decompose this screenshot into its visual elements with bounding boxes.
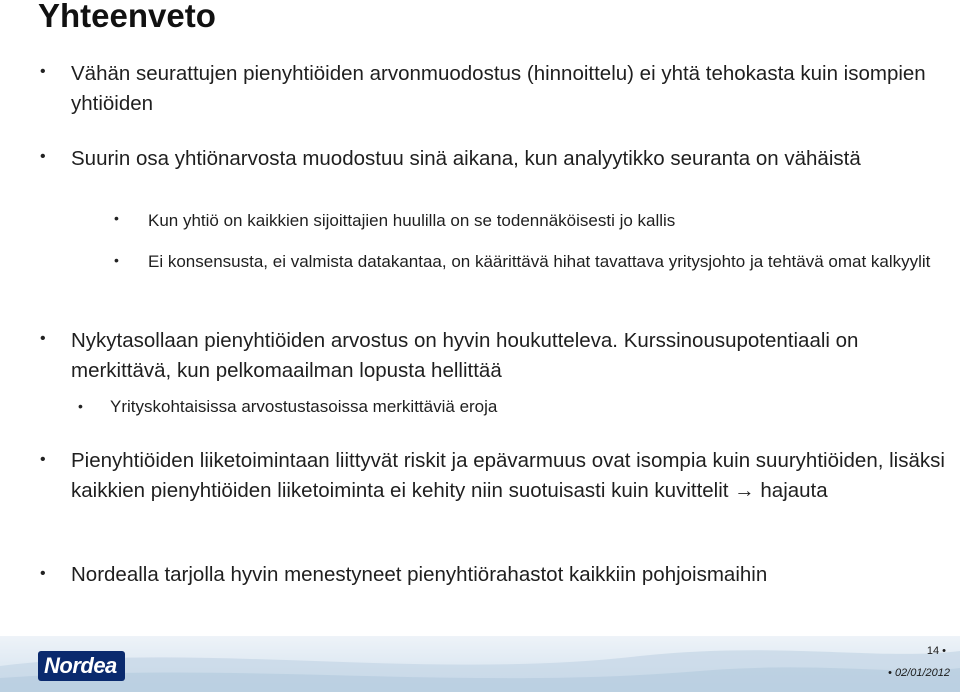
page-number [927,645,946,657]
date-bullet: • [888,667,892,679]
arrow-right-icon: → [734,479,755,502]
bullet-item-5: Nordealla tarjolla hyvin menestyneet pienyhtiörahastot kaikkiin pohjoismaihin [71,563,768,586]
sub-bullet-item-2-1: Kun yhtiö on kaikkien sijoittajien huulilla on se todennäköisesti jo kallis [148,211,676,230]
bullet-marker: • [40,63,46,80]
bullet-item-4-text: Pienyhtiöiden liiketoimintaan liittyvät riskit ja epävarmuus ovat isompia kuin suuryhtiöiden, lisäksi kaikkien pienyhtiöiden liiketoiminta ei kehity niin suotuisasti kuin kuvittelit [71,449,945,502]
sub-bullet-item-2-2: Ei konsensusta, ei valmista datakantaa, on käärittävä hihat tavattava yritysjohto ja tehtävä omat kalkyylit [148,252,931,271]
page-number-value: 14 [926,645,940,657]
bullet-marker: • [40,148,46,165]
bullet-marker: • [40,330,46,347]
page-number-bullet: • [942,645,946,657]
sub-bullet-marker: • [78,398,83,414]
sub-bullet-marker: • [114,252,119,268]
logo-text: Nordea [38,651,125,681]
bullet-item-4-conclusion: hajauta [760,479,828,502]
nordea-logo [38,650,125,682]
bullet-item-2: Suurin osa yhtiönarvosta muodostuu sinä aikana, kun analyytikko seuranta on vähäistä [71,147,861,170]
footer-date [888,667,950,679]
footer-wave-decoration [0,636,960,692]
sub-bullet-item-3-1: Yrityskohtaisissa arvostustasoissa merkittäviä eroja [110,397,498,416]
sub-bullet-marker: • [114,210,119,226]
date-value: 02/01/2012 [894,667,950,679]
bullet-marker: • [40,565,46,582]
bullet-item-3: Nykytasollaan pienyhtiöiden arvostus on hyvin houkutteleva. Kurssinousupotentiaali on merkittävä, kun pelkomaailman lopusta hellittää [71,329,859,382]
bullet-item-1: Vähän seurattujen pienyhtiöiden arvonmuodostus (hinnoittelu) ei yhtä tehokasta kuin isompien yhtiöiden [71,62,926,115]
footer-band [0,636,960,692]
bullet-marker: • [40,451,46,468]
bullet-item-4 [71,446,956,506]
slide-title: Yhteenveto [38,0,216,34]
